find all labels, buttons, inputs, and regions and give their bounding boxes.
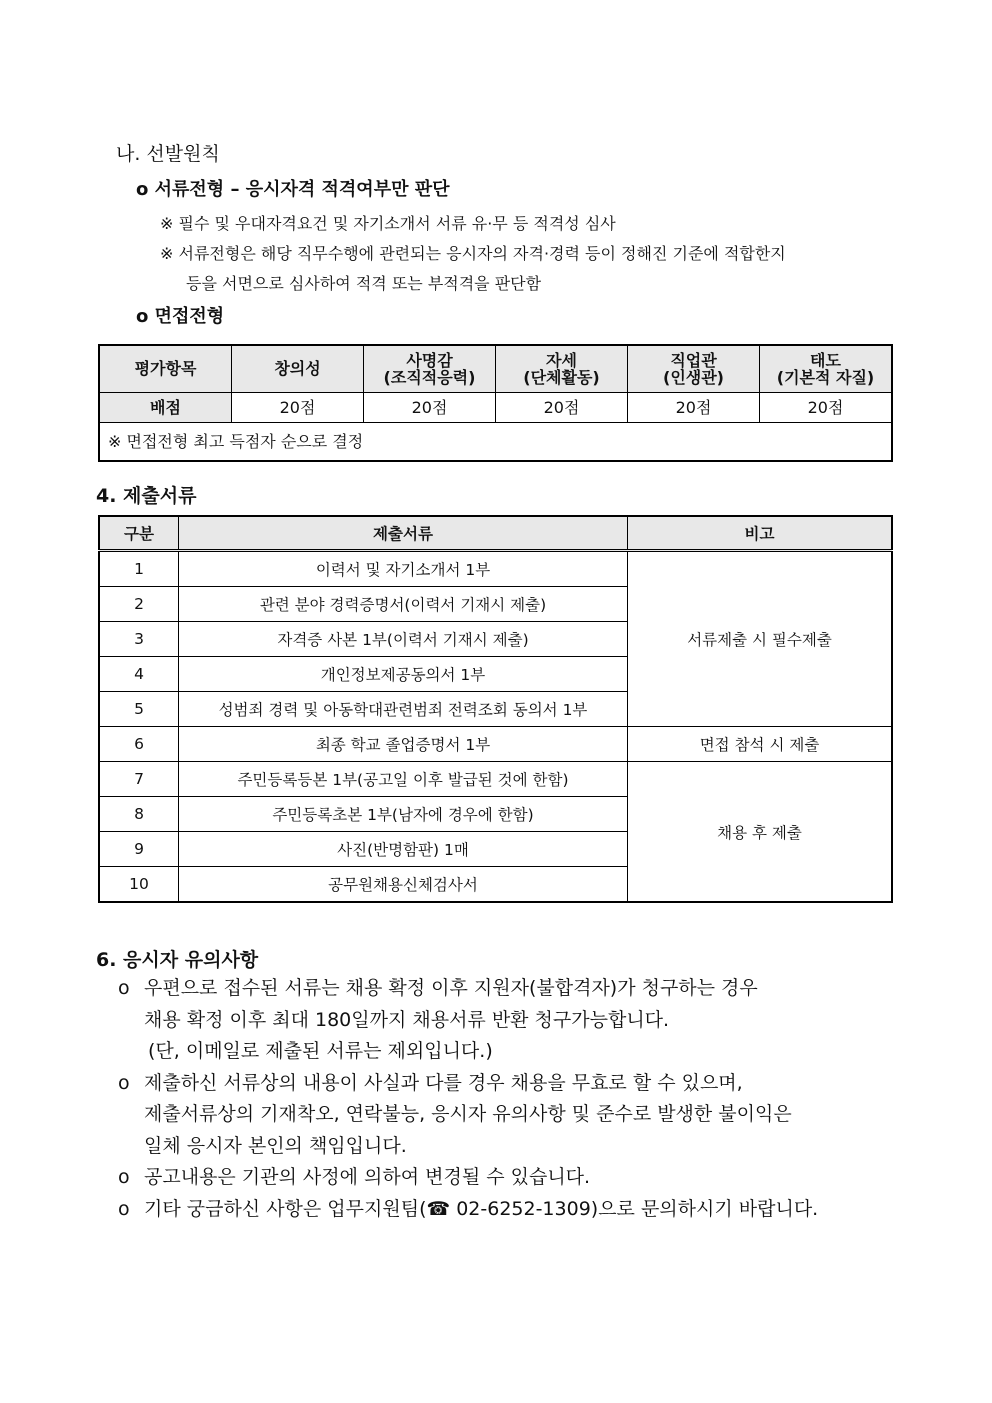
item-line: 사명감: [406, 350, 453, 370]
item-attitude: [496, 345, 628, 392]
table-row: [99, 551, 892, 587]
item-line: 창의성: [274, 359, 321, 379]
table-row: [99, 727, 892, 762]
item-subline: (단체활동): [523, 367, 600, 387]
caution-line: 일체 응시자 본인의 책임입니다.: [144, 1134, 407, 1157]
score-cell: 20점: [628, 392, 760, 422]
caution-line: 제출하신 서류상의 내용이 사실과 다를 경우 채용을 무효로 할 수 있으며,: [144, 1071, 743, 1094]
row-no: 4: [99, 657, 179, 692]
document-screening-title: o 서류전형 – 응시자격 적격여부만 판단: [136, 179, 450, 200]
list-item: [118, 973, 818, 1068]
score-cell: 20점: [364, 392, 496, 422]
row-no: 5: [99, 692, 179, 727]
bullet-icon: o: [118, 1071, 130, 1094]
section-heading-documents: 4. 제출서류: [96, 485, 197, 507]
row-doc: 공무원채용신체검사서: [179, 867, 628, 903]
bullet-icon: o: [118, 1197, 130, 1220]
row-doc: 최종 학교 졸업증명서 1부: [179, 727, 628, 762]
interview-title: o 면접전형: [136, 306, 225, 327]
item-line: 자세: [546, 350, 577, 370]
row-doc: 개인정보제공동의서 1부: [179, 657, 628, 692]
list-item: [118, 1194, 818, 1226]
column-document: 제출서류: [179, 516, 628, 551]
row-no: 3: [99, 622, 179, 657]
item-manner: [760, 345, 893, 392]
row-no: 7: [99, 762, 179, 797]
caution-list: [118, 973, 818, 1225]
row-doc: 관련 분야 경력증명서(이력서 기재시 제출): [179, 587, 628, 622]
caution-line: 제출서류상의 기재착오, 연락불능, 응시자 유의사항 및 준수로 발생한 불이익은: [144, 1103, 792, 1125]
score-cell: 20점: [496, 392, 628, 422]
bullet-icon: o: [118, 977, 130, 999]
caution-line: 기타 궁금하신 사항은 업무지원팀(☎ 02-6252-1309)으로 문의하시기 바랍니다.: [144, 1197, 819, 1220]
header-evaluation-item: 평가항목: [99, 345, 232, 392]
row-doc: 주민등록등본 1부(공고일 이후 발급된 것에 한함): [179, 762, 628, 797]
score-cell: 20점: [232, 392, 364, 422]
interview-note: ※ 면접전형 최고 득점자 순으로 결정: [99, 422, 892, 461]
caution-line: 우편으로 접수된 서류는 채용 확정 이후 지원자(불합격자)가 청구하는 경우: [144, 977, 758, 999]
interview-score-table: [98, 344, 893, 462]
screening-note-3: 등을 서면으로 심사하여 적격 또는 부적격을 판단함: [186, 274, 542, 293]
row-doc: 사진(반명함판) 1매: [179, 832, 628, 867]
row-no: 9: [99, 832, 179, 867]
column-no: 구분: [99, 516, 179, 551]
row-no: 6: [99, 727, 179, 762]
list-item: [118, 1068, 818, 1163]
section-heading-cautions: 6. 응시자 유의사항: [96, 949, 259, 971]
row-no: 1: [99, 551, 179, 587]
item-subline: (인생관): [663, 367, 724, 387]
item-line: 직업관: [670, 350, 717, 370]
item-line: 태도: [810, 350, 841, 370]
table-header-row: [99, 516, 892, 551]
caution-line: 채용 확정 이후 최대 180일까지 채용서류 반환 청구가능합니다.: [144, 1008, 670, 1031]
row-doc: 자격증 사본 1부(이력서 기재시 제출): [179, 622, 628, 657]
row-doc: 성범죄 경력 및 아동학대관련범죄 전력조회 동의서 1부: [179, 692, 628, 727]
documents-table: [98, 515, 893, 903]
caution-line: (단, 이메일로 제출된 서류는 제외입니다.): [148, 1040, 493, 1062]
item-subline: (기본적 자질): [776, 367, 875, 387]
remark-after-hiring: 채용 후 제출: [628, 762, 893, 903]
item-mission: [364, 345, 496, 392]
remark-required: 서류제출 시 필수제출: [628, 551, 893, 727]
row-no: 10: [99, 867, 179, 903]
score-label: 배점: [99, 392, 232, 422]
row-no: 8: [99, 797, 179, 832]
column-remark: 비고: [628, 516, 893, 551]
row-doc: 주민등록초본 1부(남자에 경우에 한함): [179, 797, 628, 832]
item-subline: (조직적응력): [383, 367, 476, 387]
item-creativity: [232, 345, 364, 392]
screening-note-1: ※ 필수 및 우대자격요건 및 자기소개서 서류 유·무 등 적격성 심사: [160, 214, 616, 233]
score-cell: 20점: [760, 392, 893, 422]
table-row: [99, 392, 892, 422]
table-row: [99, 345, 892, 392]
remark-interview: 면접 참석 시 제출: [628, 727, 893, 762]
caution-line: 공고내용은 기관의 사정에 의하여 변경될 수 있습니다.: [144, 1166, 591, 1188]
screening-note-2: ※ 서류전형은 해당 직무수행에 관련되는 응시자의 자격·경력 등이 정해진 기준에 적합한지: [160, 244, 786, 263]
list-item: [118, 1162, 818, 1194]
item-work-ethic: [628, 345, 760, 392]
row-doc: 이력서 및 자기소개서 1부: [179, 551, 628, 587]
bullet-icon: o: [118, 1166, 130, 1188]
table-row: [99, 422, 892, 461]
row-no: 2: [99, 587, 179, 622]
section-heading-selection: 나. 선발원칙: [116, 143, 220, 165]
table-row: [99, 762, 892, 797]
